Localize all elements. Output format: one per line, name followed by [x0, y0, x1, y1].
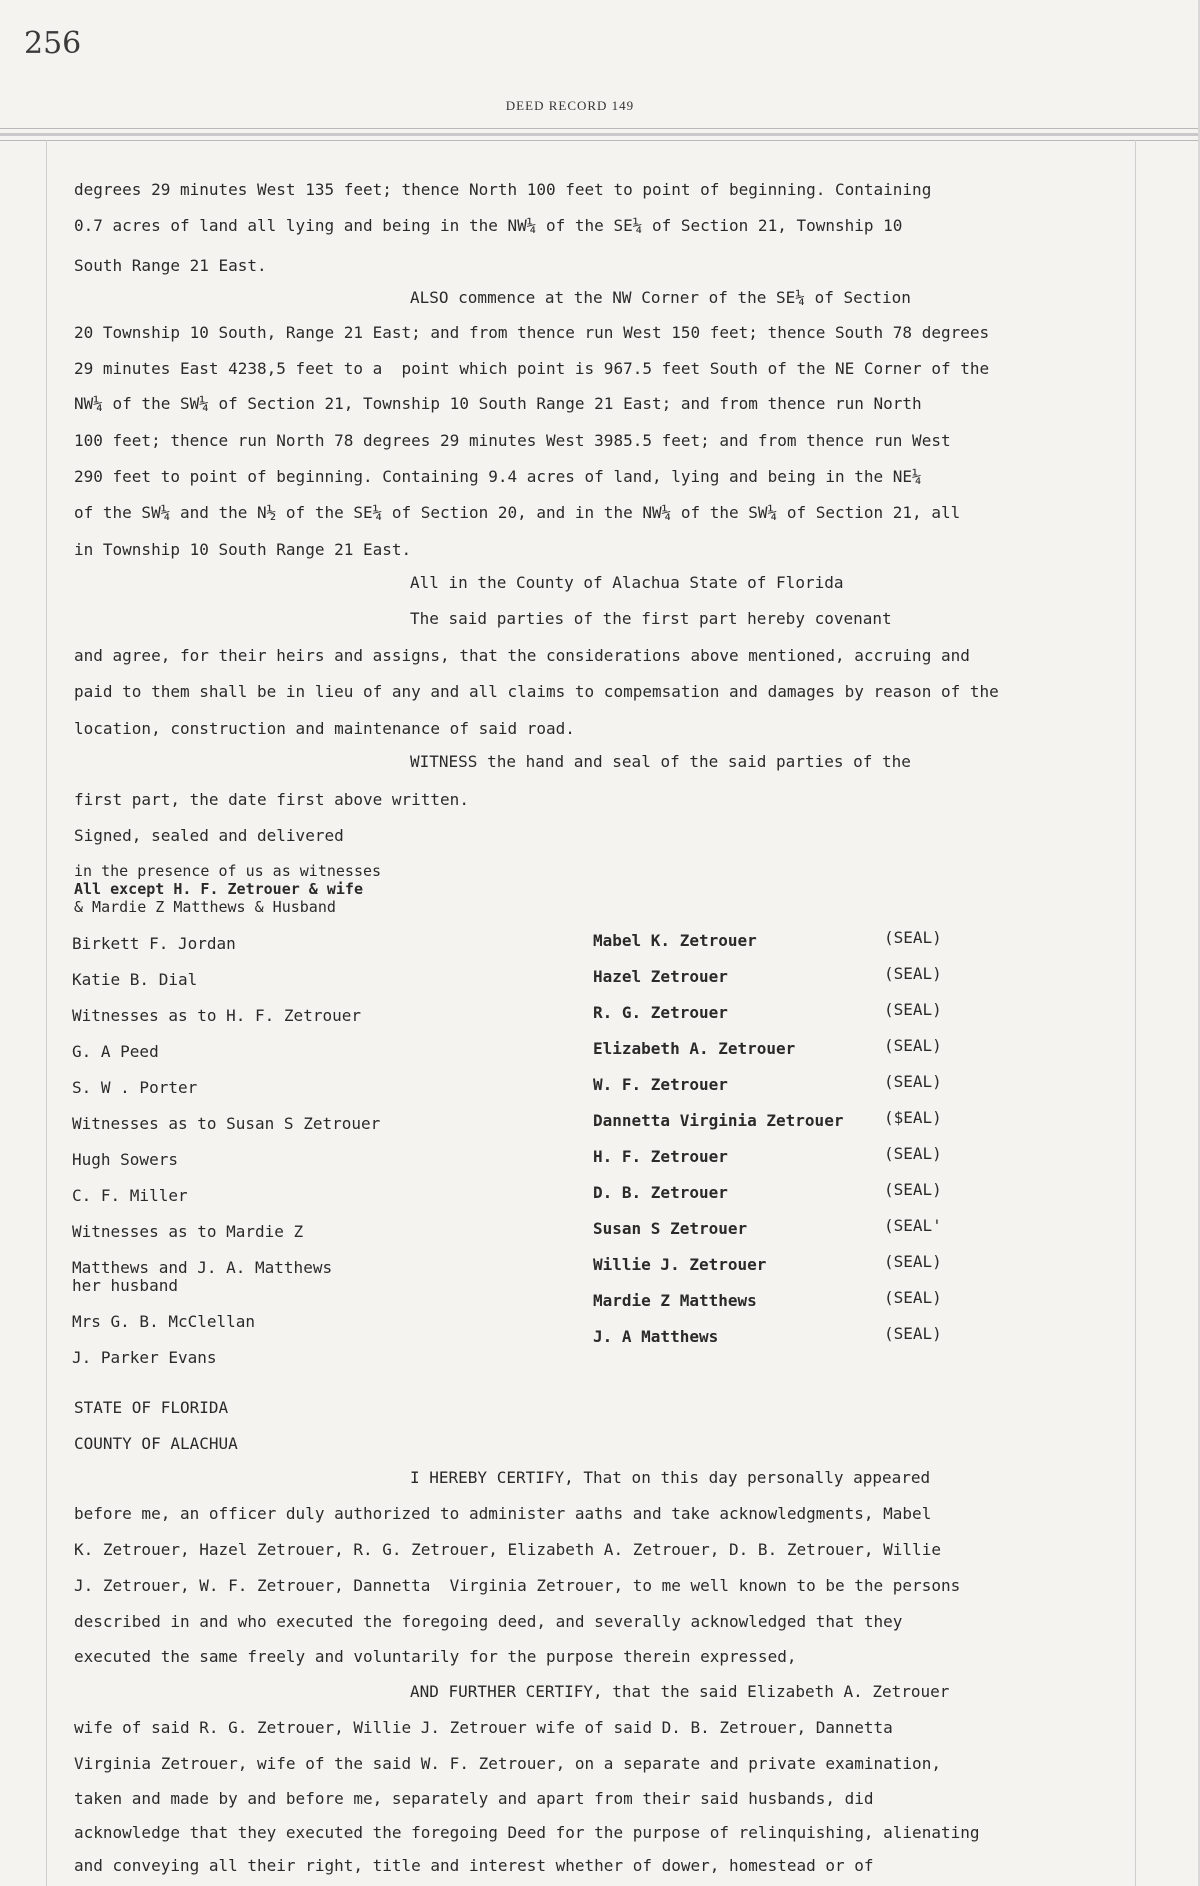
signature-name: Elizabeth A. Zetrouer	[593, 1039, 796, 1058]
certificate-line: described in and who executed the foregoing deed, and severally acknowledged that they	[74, 1612, 903, 1631]
witness-line: Witnesses as to H. F. Zetrouer	[72, 1006, 361, 1025]
witness-line: Hugh Sowers	[72, 1150, 178, 1169]
seal-mark: (SEAL'	[884, 1216, 942, 1235]
body-line: degrees 29 minutes West 135 feet; thence North 100 feet to point of beginning. Containing	[74, 180, 932, 199]
body-line: South Range 21 East.	[74, 256, 267, 275]
witness-line: G. A Peed	[72, 1042, 159, 1061]
witness-line: Witnesses as to Mardie Z	[72, 1222, 304, 1241]
body-line: Signed, sealed and delivered	[74, 826, 344, 845]
body-line: WITNESS the hand and seal of the said parties of the	[410, 752, 911, 771]
witness-line: C. F. Miller	[72, 1186, 188, 1205]
witness-line: S. W . Porter	[72, 1078, 198, 1097]
right-margin-line	[1135, 140, 1136, 1886]
signature-name: Dannetta Virginia Zetrouer	[593, 1111, 844, 1130]
certificate-line: I HEREBY CERTIFY, That on this day personally appeared	[410, 1468, 931, 1487]
presence-line: in the presence of us as witnesses	[74, 862, 382, 880]
body-line: 0.7 acres of land all lying and being in the NW¼ of the SE¼ of Section 21, Township 10	[74, 216, 903, 235]
body-line: 20 Township 10 South, Range 21 East; and from thence run West 150 feet; thence South 78 degrees	[74, 323, 990, 342]
body-line: The said parties of the first part hereby covenant	[410, 609, 892, 628]
signature-name: Susan S Zetrouer	[593, 1219, 748, 1238]
seal-mark: (SEAL)	[884, 1036, 942, 1055]
witness-line: J. Parker Evans	[72, 1348, 217, 1367]
body-line: first part, the date first above written.	[74, 790, 469, 809]
body-line: 29 minutes East 4238,5 feet to a point which point is 967.5 feet South of the NE Corner of the	[74, 359, 990, 378]
body-line: 290 feet to point of beginning. Containing 9.4 acres of land, lying and being in the NE¼	[74, 467, 922, 486]
signature-name: W. F. Zetrouer	[593, 1075, 728, 1094]
signature-name: Mardie Z Matthews	[593, 1291, 757, 1310]
certificate-line: K. Zetrouer, Hazel Zetrouer, R. G. Zetrouer, Elizabeth A. Zetrouer, D. B. Zetrouer, Willie	[74, 1540, 941, 1559]
header-rule-bottom	[0, 140, 1200, 141]
certificate-line: and conveying all their right, title and interest whether of dower, homestead or of	[74, 1856, 874, 1875]
body-line: of the SW¼ and the N½ of the SE¼ of Section 20, and in the NW¼ of the SW¼ of Section 21, all	[74, 503, 961, 522]
certificate-line: AND FURTHER CERTIFY, that the said Elizabeth A. Zetrouer	[410, 1682, 950, 1701]
certificate-line: before me, an officer duly authorized to administer aaths and take acknowledgments, Mabel	[74, 1504, 932, 1523]
certificate-state: STATE OF FLORIDA	[74, 1398, 229, 1417]
seal-mark: ($EAL)	[884, 1108, 942, 1127]
signature-name: D. B. Zetrouer	[593, 1183, 728, 1202]
body-line: NW¼ of the SW¼ of Section 21, Township 10 South Range 21 East; and from thence run North	[74, 394, 922, 413]
certificate-line: acknowledge that they executed the foregoing Deed for the purpose of relinquishing, alienating	[74, 1823, 980, 1842]
body-line: 100 feet; thence run North 78 degrees 29 minutes West 3985.5 feet; and from thence run West	[74, 431, 951, 450]
body-line: All in the County of Alachua State of Florida	[410, 573, 844, 592]
witness-line: Mrs G. B. McClellan	[72, 1312, 256, 1331]
witness-line: Katie B. Dial	[72, 970, 198, 989]
seal-mark: (SEAL)	[884, 928, 942, 947]
header-rule-top	[0, 128, 1200, 129]
page-number: 256	[24, 26, 82, 61]
witness-line: Birkett F. Jordan	[72, 934, 236, 953]
seal-mark: (SEAL)	[884, 1180, 942, 1199]
certificate-line: executed the same freely and voluntarily for the purpose therein expressed,	[74, 1647, 797, 1666]
signature-name: Willie J. Zetrouer	[593, 1255, 767, 1274]
certificate-line: Virginia Zetrouer, wife of the said W. F. Zetrouer, on a separate and private examination,	[74, 1754, 941, 1773]
presence-line-text: All except H. F. Zetrouer & wife	[74, 880, 363, 898]
witness-line: her husband	[72, 1276, 178, 1295]
certificate-line: J. Zetrouer, W. F. Zetrouer, Dannetta Virginia Zetrouer, to me well known to be the persons	[74, 1576, 961, 1595]
signature-name: J. A Matthews	[593, 1327, 719, 1346]
left-margin-line	[46, 140, 47, 1886]
body-line: ALSO commence at the NW Corner of the SE¼ of Section	[410, 288, 911, 307]
presence-line: & Mardie Z Matthews & Husband	[74, 898, 336, 916]
presence-line	[74, 880, 363, 898]
signature-name: R. G. Zetrouer	[593, 1003, 728, 1022]
body-line: paid to them shall be in lieu of any and all claims to compemsation and damages by reason of the	[74, 682, 999, 701]
record-title: DEED RECORD 149	[505, 98, 635, 113]
seal-mark: (SEAL)	[884, 1252, 942, 1271]
header-rule-middle	[0, 133, 1200, 136]
witness-line: Witnesses as to Susan S Zetrouer	[72, 1114, 381, 1133]
certificate-county: COUNTY OF ALACHUA	[74, 1434, 238, 1453]
seal-mark: (SEAL)	[884, 1000, 942, 1019]
witness-line: Matthews and J. A. Matthews	[72, 1258, 333, 1277]
seal-mark: (SEAL)	[884, 1144, 942, 1163]
seal-mark: (SEAL)	[884, 1288, 942, 1307]
body-line: and agree, for their heirs and assigns, that the considerations above mentioned, accruing and	[74, 646, 970, 665]
body-line: in Township 10 South Range 21 East.	[74, 540, 412, 559]
certificate-line: wife of said R. G. Zetrouer, Willie J. Zetrouer wife of said D. B. Zetrouer, Dannetta	[74, 1718, 893, 1737]
signature-name: Mabel K. Zetrouer	[593, 931, 757, 950]
seal-mark: (SEAL)	[884, 964, 942, 983]
body-line: location, construction and maintenance of said road.	[74, 719, 575, 738]
seal-mark: (SEAL)	[884, 1324, 942, 1343]
seal-mark: (SEAL)	[884, 1072, 942, 1091]
signature-name: Hazel Zetrouer	[593, 967, 728, 986]
certificate-line: taken and made by and before me, separately and apart from their said husbands, did	[74, 1789, 874, 1808]
signature-name: H. F. Zetrouer	[593, 1147, 728, 1166]
